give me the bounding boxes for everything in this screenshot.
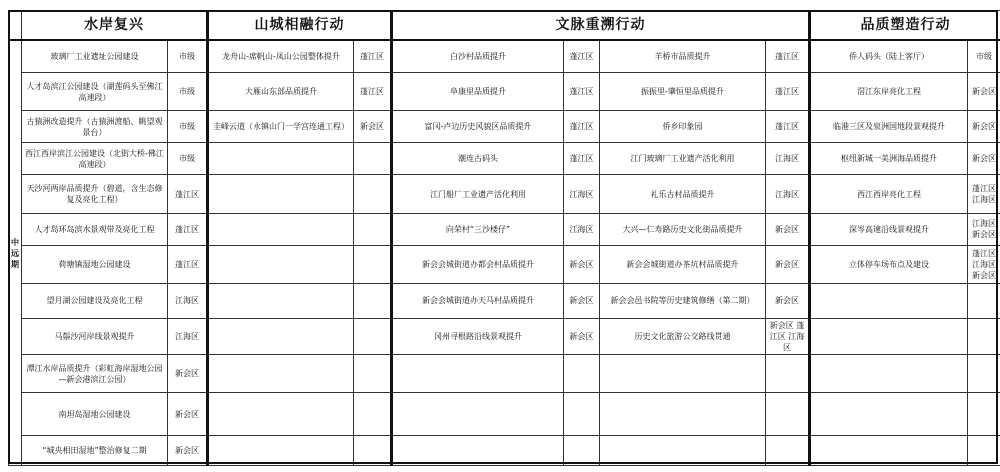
culture2-project-name xyxy=(600,435,766,465)
header-shore: 水岸复兴 xyxy=(22,11,208,41)
shore-project-name: 人才岛环岛滨水景观带及亮化工程 xyxy=(22,213,168,245)
quality-project-area xyxy=(968,318,1000,354)
city-project-area xyxy=(354,435,392,465)
shore-project-level: 新会区 xyxy=(168,435,208,465)
quality-project-area: 江海区 新会区 xyxy=(968,213,1000,245)
culture1-project-area: 蓬江区 xyxy=(564,40,600,72)
city-project-name xyxy=(208,393,354,436)
culture1-project-area: 蓬江区 xyxy=(564,72,600,110)
header-culture: 文脉重溯行动 xyxy=(392,11,810,41)
quality-project-name: 临港三区及泉洲国地段景观提升 xyxy=(810,111,968,143)
table-row xyxy=(9,393,1000,436)
city-project-area: 蓬江区 xyxy=(354,40,392,72)
shore-project-level: 市级 xyxy=(168,72,208,110)
shore-project-level: 市级 xyxy=(168,111,208,143)
shore-project-name: 南坦岛湿地公园建设 xyxy=(22,393,168,436)
table-row xyxy=(9,245,1000,283)
table-row xyxy=(9,40,1000,72)
culture2-project-area xyxy=(766,393,810,436)
culture2-project-area: 新会区 xyxy=(766,213,810,245)
quality-project-name xyxy=(810,354,968,392)
quality-project-name: 滘江东岸亮化工程 xyxy=(810,72,968,110)
shore-project-name: 马鬃沙河岸线景观提升 xyxy=(22,318,168,354)
shore-project-level: 蓬江区 xyxy=(168,213,208,245)
culture1-project-name: 新会会城街道办都会村品质提升 xyxy=(392,245,564,283)
shore-project-name: 天沙河两岸品质提升（碧道，含生态修复及亮化工程） xyxy=(22,175,168,213)
culture2-project-name xyxy=(600,393,766,436)
shore-project-level: 市级 xyxy=(168,40,208,72)
culture1-project-area: 新会区 xyxy=(564,245,600,283)
city-project-area: 蓬江区 xyxy=(354,72,392,110)
city-project-area xyxy=(354,354,392,392)
culture1-project-name: 新会会城街道办天马村品质提升 xyxy=(392,284,564,318)
quality-project-name xyxy=(810,318,968,354)
culture2-project-area: 蓬江区 xyxy=(766,111,810,143)
quality-project-area: 新会区 xyxy=(968,72,1000,110)
culture1-project-name: 富冈-卢边历史风貌区品质提升 xyxy=(392,111,564,143)
culture2-project-name: 新会会邑书院等历史建筑修缮（第二期） xyxy=(600,284,766,318)
quality-project-name: 枢纽新城一美洲海品质提升 xyxy=(810,143,968,175)
shore-project-level: 新会区 xyxy=(168,354,208,392)
corner-cell xyxy=(9,11,22,41)
table-row xyxy=(9,284,1000,318)
quality-project-name xyxy=(810,393,968,436)
city-project-name xyxy=(208,284,354,318)
quality-project-area xyxy=(968,284,1000,318)
culture1-project-area: 蓬江区 xyxy=(564,111,600,143)
city-project-name xyxy=(208,213,354,245)
quality-project-name: 深岑高速沿线景观提升 xyxy=(810,213,968,245)
culture2-project-name: 历史文化旅游公交路线贯通 xyxy=(600,318,766,354)
shore-project-level: 蓬江区 xyxy=(168,175,208,213)
culture1-project-name: 阜康里品质提升 xyxy=(392,72,564,110)
city-project-name xyxy=(208,435,354,465)
culture1-project-area: 蓬江区 xyxy=(564,143,600,175)
city-project-area xyxy=(354,175,392,213)
city-project-name xyxy=(208,143,354,175)
culture1-project-area: 江海区 xyxy=(564,213,600,245)
table-row xyxy=(9,111,1000,143)
quality-project-area xyxy=(968,393,1000,436)
shore-project-level: 蓬江区 xyxy=(168,245,208,283)
culture2-project-area: 新会区 xyxy=(766,284,810,318)
culture1-project-name xyxy=(392,354,564,392)
quality-project-area: 蓬江区 江海区 新会区 xyxy=(968,245,1000,283)
table-row xyxy=(9,213,1000,245)
culture2-project-area xyxy=(766,435,810,465)
project-table xyxy=(8,10,1000,466)
culture2-project-name: 侨乡印象园 xyxy=(600,111,766,143)
shore-project-level: 市级 xyxy=(168,143,208,175)
shore-project-name: 西江西岸滨江公园建设（北街大桥-佛江高速段） xyxy=(22,143,168,175)
quality-project-area: 新会区 xyxy=(968,111,1000,143)
city-project-name xyxy=(208,175,354,213)
culture1-project-area xyxy=(564,435,600,465)
quality-project-area: 蓬江区 江海区 xyxy=(968,175,1000,213)
city-project-area xyxy=(354,143,392,175)
shore-project-name: “城央相田湿地”整治修复二期 xyxy=(22,435,168,465)
shore-project-level: 新会区 xyxy=(168,393,208,436)
table-row xyxy=(9,354,1000,392)
table-row xyxy=(9,318,1000,354)
city-project-area xyxy=(354,284,392,318)
side-label: 中 远 期 xyxy=(9,40,22,465)
quality-project-name xyxy=(810,435,968,465)
quality-project-area xyxy=(968,435,1000,465)
culture1-project-name: 白沙村品质提升 xyxy=(392,40,564,72)
city-project-name xyxy=(208,354,354,392)
culture2-project-area: 蓬江区 xyxy=(766,72,810,110)
city-project-area xyxy=(354,245,392,283)
city-project-name xyxy=(208,245,354,283)
shore-project-name: 人才岛滨江公园建设（湖莲码头至佛江高速段） xyxy=(22,72,168,110)
culture2-project-area: 新会区 xyxy=(766,245,810,283)
shore-project-level: 江海区 xyxy=(168,318,208,354)
culture1-project-name: 向荣村“三沙楼仔” xyxy=(392,213,564,245)
culture2-project-name: 江门玻璃厂工业遗产活化利用 xyxy=(600,143,766,175)
culture2-project-name: 礼乐古村品质提升 xyxy=(600,175,766,213)
city-project-name: 大雁山东部品质提升 xyxy=(208,72,354,110)
quality-project-name: 立体停车场布点及建设 xyxy=(810,245,968,283)
table-row xyxy=(9,143,1000,175)
header-row xyxy=(9,11,1000,41)
quality-project-area: 新会区 xyxy=(968,143,1000,175)
quality-project-area xyxy=(968,354,1000,392)
shore-project-name: 古猿洲改造提升（古猿洲渡船、眺望观景台） xyxy=(22,111,168,143)
culture1-project-name: 江门船厂工业遗产活化利用 xyxy=(392,175,564,213)
culture1-project-area: 新会区 xyxy=(564,284,600,318)
culture2-project-area: 江海区 xyxy=(766,143,810,175)
header-city: 山城相融行动 xyxy=(208,11,392,41)
shore-project-name: 玻璃厂工业遗址公园建设 xyxy=(22,40,168,72)
city-project-area xyxy=(354,393,392,436)
city-project-name: 龙舟山-席帆山-凤山公园整体提升 xyxy=(208,40,354,72)
culture2-project-name: 振振里-肇恒里品质提升 xyxy=(600,72,766,110)
culture2-project-area: 新会区 蓬江区 江海区 xyxy=(766,318,810,354)
culture1-project-name xyxy=(392,393,564,436)
table-row xyxy=(9,72,1000,110)
culture2-project-name: 大兴—仁寿路历史文化街品质提升 xyxy=(600,213,766,245)
culture1-project-area xyxy=(564,393,600,436)
city-project-area: 新会区 xyxy=(354,111,392,143)
culture1-project-name: 冈州寻根路沿线景观提升 xyxy=(392,318,564,354)
city-project-name: 圭峰云道（永镇山门一学宫连通工程） xyxy=(208,111,354,143)
culture1-project-name xyxy=(392,435,564,465)
shore-project-name: 望月湖公园建设及亮化工程 xyxy=(22,284,168,318)
culture1-project-area: 江海区 xyxy=(564,175,600,213)
shore-project-level: 江海区 xyxy=(168,284,208,318)
city-project-name xyxy=(208,318,354,354)
table-row xyxy=(9,175,1000,213)
culture2-project-area: 江海区 xyxy=(766,175,810,213)
culture1-project-name: 潮连古码头 xyxy=(392,143,564,175)
quality-project-name: 西江西岸亮化工程 xyxy=(810,175,968,213)
culture2-project-name xyxy=(600,354,766,392)
shore-project-name: 潭江水岸品质提升（彩虹海岸湿地公园—新会港滨江公园） xyxy=(22,354,168,392)
header-quality: 品质塑造行动 xyxy=(810,11,1000,41)
culture1-project-area xyxy=(564,354,600,392)
culture2-project-name: 羊桥市品质提升 xyxy=(600,40,766,72)
culture2-project-area xyxy=(766,354,810,392)
culture1-project-area: 新会区 xyxy=(564,318,600,354)
table-row xyxy=(9,435,1000,465)
shore-project-name: 荷塘镇湿地公园建设 xyxy=(22,245,168,283)
quality-project-name xyxy=(810,284,968,318)
quality-project-name: 侨人码头（陆上客厅） xyxy=(810,40,968,72)
culture2-project-area: 蓬江区 xyxy=(766,40,810,72)
culture2-project-name: 新会会城街道办茶坑村品质提升 xyxy=(600,245,766,283)
quality-project-area: 市级 xyxy=(968,40,1000,72)
city-project-area xyxy=(354,318,392,354)
city-project-area xyxy=(354,213,392,245)
